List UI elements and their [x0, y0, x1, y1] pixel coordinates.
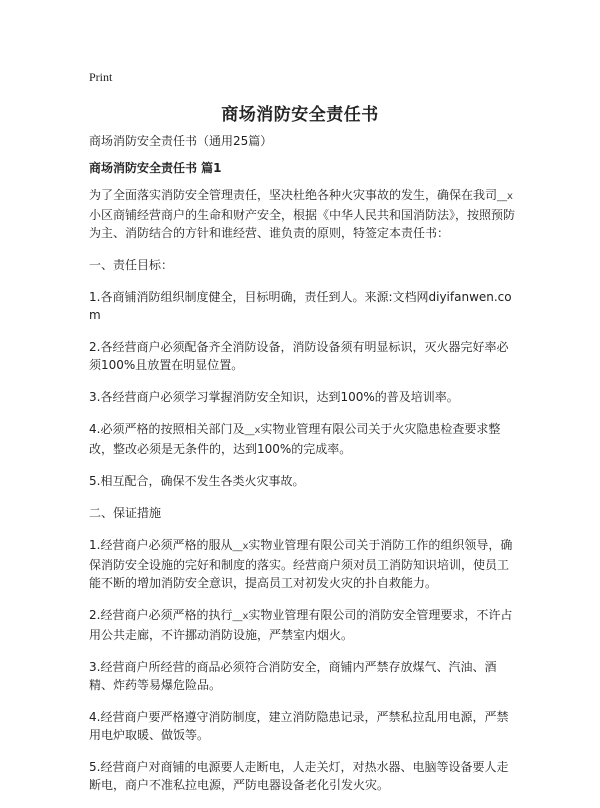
- document-title: 商场消防安全责任书: [221, 105, 379, 125]
- print-link[interactable]: Print: [89, 70, 113, 84]
- goal-item-5: 5.相互配合，确保不发生各类火灾事故。: [89, 474, 305, 488]
- measures-heading: 二、保证措施: [89, 506, 162, 520]
- measure-item-3: 3.经营商户所经营的商品必须符合消防安全，商铺内严禁存放煤气、汽油、酒精、炸药等易爆危险品。: [89, 660, 497, 692]
- measure-1-text-before: 1.经营商户必须严格的服从: [89, 538, 233, 552]
- goal-item-1: 1.各商铺消防组织制度健全，目标明确，责任到人。来源:文档网diyifanwen.com: [89, 290, 512, 322]
- document-subtitle: 商场消防安全责任书（通用25篇）: [89, 134, 273, 148]
- intro-paragraph: [89, 186, 517, 242]
- intro-text-after: 小区商铺经营商户的生命和财产安全，根据《中华人民共和国消防法》，按照预防为主、消防结合的方针和谁经营、谁负责的原则，特签定本责任书：: [89, 208, 516, 240]
- measure-1-text-after: 实物业管理有限公司关于消防工作的组织领导，确保消防安全设施的完好和制度的落实。经营商户须对员工消防知识培训，使员工能不断的增加消防安全意识，提高员工对初发火灾的扑自救能力。: [89, 538, 513, 590]
- measure-2-blank-mark: __x: [232, 611, 249, 622]
- section-heading: 商场消防安全责任书 篇1: [89, 161, 222, 175]
- goal-item-4: [89, 420, 517, 458]
- document-body: [89, 132, 517, 808]
- intro-text-before: 为了全面落实消防安全管理责任，坚决杜绝各种火灾事故的发生，确保在我司: [89, 188, 498, 202]
- measure-item-5: 5.经营商户对商铺的电源要人走断电，人走关灯，对热水器、电脑等设备要人走断电，商户不准私拉电源，严防电器设备老化引发火灾。: [89, 760, 509, 792]
- measure-1-blank-mark: __x: [232, 541, 249, 552]
- measure-item-4: 4.经营商户要严格遵守消防制度，建立消防隐患记录，严禁私拉乱用电源，严禁用电炉取暖、做饭等。: [89, 710, 509, 742]
- measure-item-2: [89, 606, 517, 644]
- goal-4-blank-mark: __x: [244, 425, 261, 436]
- measure-item-1: [89, 536, 517, 592]
- measure-2-text-before: 2.经营商户必须严格的执行: [89, 608, 233, 622]
- goal-item-2: 2.各经营商户必须配备齐全消防设备，消防设备须有明显标识，灭火器完好率必须100%且放置在明显位置。: [89, 340, 509, 372]
- goal-4-text-before: 4.必须严格的按照相关部门及: [89, 422, 245, 436]
- measure-2-text-after: 实物业管理有限公司的消防安全管理要求，不许占用公共走廊，不许挪动消防设施，严禁室内烟火。: [89, 608, 513, 642]
- goal-4-text-after: 实物业管理有限公司关于火灾隐患检查要求整改，整改必须是无条件的，达到100%的完成率。: [89, 422, 501, 456]
- goals-heading: 一、责任目标：: [89, 258, 174, 272]
- intro-blank-mark: __x: [497, 191, 513, 202]
- goal-item-3: 3.各经营商户必须学习掌握消防安全知识，达到100%的普及培训率。: [89, 390, 459, 404]
